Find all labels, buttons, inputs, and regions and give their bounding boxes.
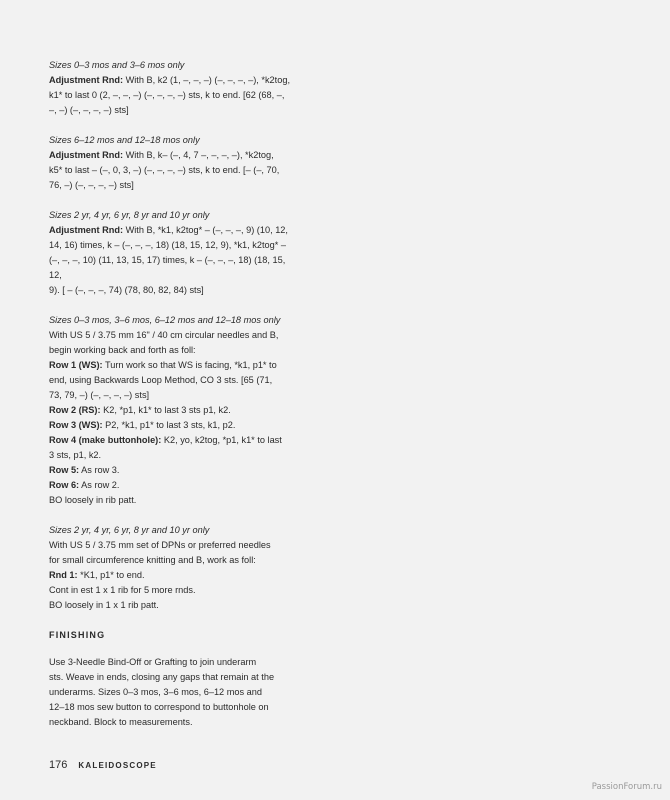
finishing-body bbox=[49, 655, 299, 730]
row-label: Adjustment Rnd: bbox=[49, 225, 124, 235]
instruction-line bbox=[49, 163, 299, 178]
instruction-text: 3 sts, p1, k2. bbox=[49, 450, 102, 460]
section-heading: Sizes 2 yr, 4 yr, 6 yr, 8 yr and 10 yr only bbox=[49, 210, 210, 220]
instruction-text: (–, –, –, 10) (11, 13, 15, 17) times, k – (–, –, –, 18) (18, 15, 12, bbox=[49, 255, 286, 280]
finishing-line: sts. Weave in ends, closing any gaps that remain at the bbox=[49, 672, 275, 682]
instruction-line bbox=[49, 238, 299, 253]
instruction-line bbox=[49, 538, 299, 553]
instruction-text: Cont in est 1 x 1 rib for 5 more rnds. bbox=[49, 585, 196, 595]
instruction-line bbox=[49, 178, 299, 193]
instruction-text: With US 5 / 3.75 mm set of DPNs or preferred needles bbox=[49, 540, 271, 550]
pattern-section bbox=[49, 523, 299, 613]
pattern-sections bbox=[49, 58, 299, 613]
row-label: Row 1 (WS): bbox=[49, 360, 103, 370]
instruction-text: As row 3. bbox=[79, 465, 120, 475]
instruction-line bbox=[49, 478, 299, 493]
finishing-line: Use 3-Needle Bind-Off or Grafting to join underarm bbox=[49, 657, 257, 667]
page-footer bbox=[49, 759, 157, 771]
finishing-line: underarms. Sizes 0–3 mos, 3–6 mos, 6–12 mos and bbox=[49, 687, 262, 697]
row-label: Row 4 (make buttonhole): bbox=[49, 435, 162, 445]
row-label: Row 2 (RS): bbox=[49, 405, 101, 415]
instruction-text: begin working back and forth as foll: bbox=[49, 345, 196, 355]
finishing-heading: FINISHING bbox=[49, 630, 106, 640]
pattern-section bbox=[49, 313, 299, 508]
watermark: PassionForum.ru bbox=[591, 782, 662, 792]
instruction-line bbox=[49, 463, 299, 478]
row-label: Adjustment Rnd: bbox=[49, 75, 124, 85]
instruction-line bbox=[49, 88, 299, 103]
instruction-text: As row 2. bbox=[79, 480, 120, 490]
section-heading: Sizes 0–3 mos and 3–6 mos only bbox=[49, 60, 185, 70]
instruction-line bbox=[49, 358, 299, 373]
instruction-text: 76, –) (–, –, –, –) sts] bbox=[49, 180, 134, 190]
book-title: KALEIDOSCOPE bbox=[78, 761, 157, 770]
pattern-section bbox=[49, 208, 299, 298]
instruction-line bbox=[49, 388, 299, 403]
instruction-line bbox=[49, 448, 299, 463]
row-label: Row 3 (WS): bbox=[49, 420, 103, 430]
instruction-line bbox=[49, 553, 299, 568]
section-heading: Sizes 2 yr, 4 yr, 6 yr, 8 yr and 10 yr only bbox=[49, 525, 210, 535]
row-label: Adjustment Rnd: bbox=[49, 150, 124, 160]
instruction-text: BO loosely in rib patt. bbox=[49, 495, 137, 505]
instruction-text: K2, yo, k2tog, *p1, k1* to last bbox=[161, 435, 282, 445]
instruction-text: P2, *k1, p1* to last 3 sts, k1, p2. bbox=[102, 420, 236, 430]
instruction-text: end, using Backwards Loop Method, CO 3 sts. [65 (71, bbox=[49, 375, 273, 385]
instruction-text: 14, 16) times, k – (–, –, –, 18) (18, 15, 12, 9), *k1, k2tog* – bbox=[49, 240, 286, 250]
section-heading: Sizes 6–12 mos and 12–18 mos only bbox=[49, 135, 200, 145]
instruction-line bbox=[49, 103, 299, 118]
row-label: Row 5: bbox=[49, 465, 80, 475]
finishing-line: neckband. Block to measurements. bbox=[49, 717, 193, 727]
instruction-text: With US 5 / 3.75 mm 16" / 40 cm circular needles and B, bbox=[49, 330, 279, 340]
instruction-line bbox=[49, 283, 299, 298]
instruction-text: k1* to last 0 (2, –, –, –) (–, –, –, –) sts, k to end. [62 (68, –, bbox=[49, 90, 285, 100]
instruction-text: BO loosely in 1 x 1 rib patt. bbox=[49, 600, 159, 610]
instruction-line bbox=[49, 403, 299, 418]
instruction-line bbox=[49, 253, 299, 283]
instruction-line bbox=[49, 418, 299, 433]
instruction-text: Turn work so that WS is facing, *k1, p1* to bbox=[102, 360, 277, 370]
instruction-text: With B, k– (–, 4, 7 –, –, –, –), *k2tog, bbox=[123, 150, 274, 160]
instruction-text: –, –) (–, –, –, –) sts] bbox=[49, 105, 129, 115]
instruction-text: k5* to last – (–, 0, 3, –) (–, –, –, –) sts, k to end. [– (–, 70, bbox=[49, 165, 280, 175]
instruction-line bbox=[49, 583, 299, 598]
section-heading: Sizes 0–3 mos, 3–6 mos, 6–12 mos and 12–18 mos only bbox=[49, 315, 281, 325]
instruction-line bbox=[49, 568, 299, 583]
pattern-instructions bbox=[49, 58, 299, 730]
instruction-line bbox=[49, 73, 299, 88]
instruction-text: With B, *k1, k2tog* – (–, –, –, 9) (10, 12, bbox=[123, 225, 288, 235]
instruction-line bbox=[49, 433, 299, 448]
instruction-text: With B, k2 (1, –, –, –) (–, –, –, –), *k2tog, bbox=[123, 75, 290, 85]
pattern-section bbox=[49, 58, 299, 118]
instruction-line bbox=[49, 223, 299, 238]
instruction-text: 9). [ – (–, –, –, 74) (78, 80, 82, 84) sts] bbox=[49, 285, 204, 295]
instruction-line bbox=[49, 493, 299, 508]
instruction-line bbox=[49, 343, 299, 358]
page-number: 176 bbox=[49, 759, 68, 771]
instruction-text: K2, *p1, k1* to last 3 sts p1, k2. bbox=[100, 405, 231, 415]
instruction-line bbox=[49, 373, 299, 388]
finishing-line: 12–18 mos sew button to correspond to buttonhole on bbox=[49, 702, 269, 712]
row-label: Row 6: bbox=[49, 480, 80, 490]
instruction-line bbox=[49, 148, 299, 163]
instruction-text: *K1, p1* to end. bbox=[77, 570, 145, 580]
instruction-line bbox=[49, 328, 299, 343]
pattern-section bbox=[49, 133, 299, 193]
instruction-text: 73, 79, –) (–, –, –, –) sts] bbox=[49, 390, 150, 400]
instruction-text: for small circumference knitting and B, work as foll: bbox=[49, 555, 256, 565]
instruction-line bbox=[49, 598, 299, 613]
row-label: Rnd 1: bbox=[49, 570, 78, 580]
